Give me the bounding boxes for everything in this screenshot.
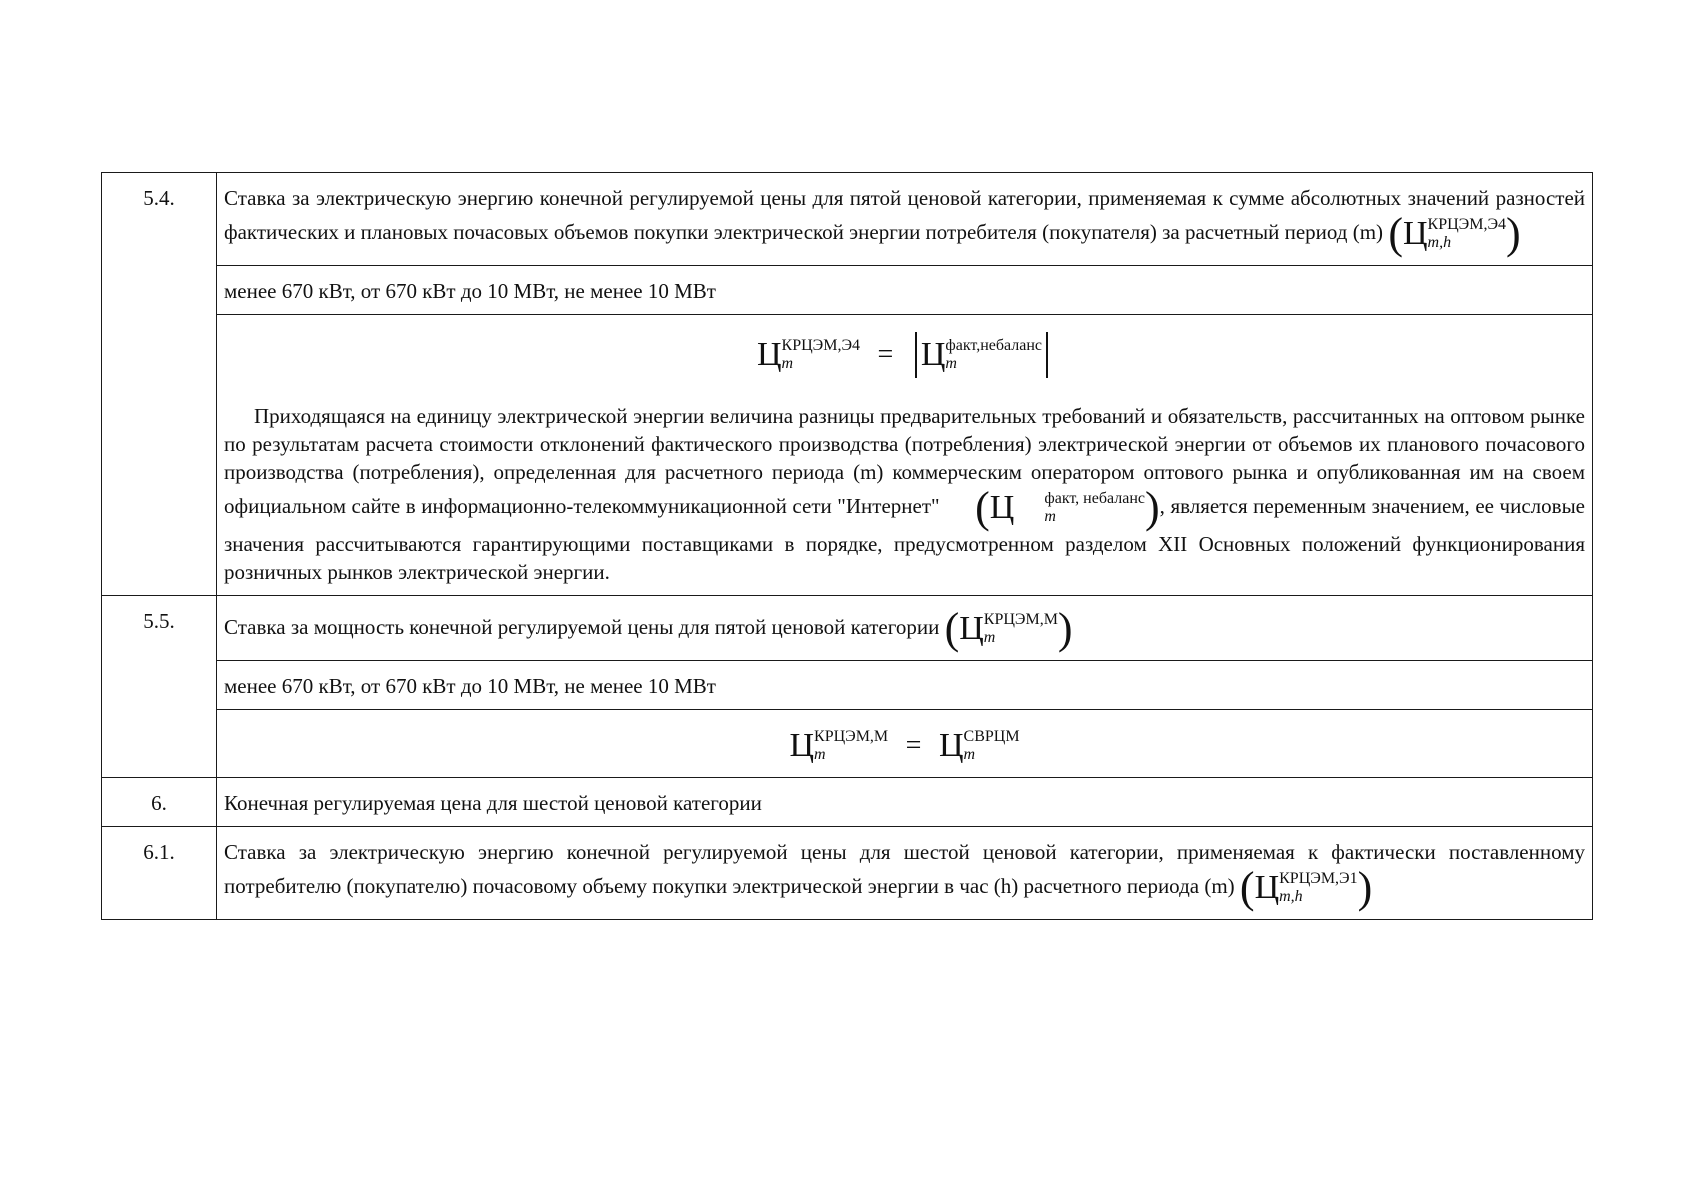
formula-lhs-base: Ц	[756, 336, 782, 373]
formula: Ц КРЦЭМ,М m = Ц СВРЦМ m	[789, 727, 1020, 765]
row-title	[217, 596, 1593, 661]
row-title	[217, 173, 1593, 266]
title-text: Ставка за электрическую энергию конечной регулируемой цены для шестой ценовой категории, применяемая к фактически поставленному потребителю (покупателю) почасовому объему покупки электрической энергии в час (h) расчетного периода (m)	[224, 840, 1585, 898]
table-row	[102, 778, 1593, 827]
title-text: Ставка за электрическую энергию конечной регулируемой цены для пятой ценовой категории, применяемая к сумме абсолютных значений разностей фактических и плановых почасовых объемов покупки электрической энергии потребителя (покупателя) за расчетный период (m)	[224, 186, 1585, 244]
table-row	[102, 661, 1593, 710]
table-row	[102, 710, 1593, 778]
row-number: 6.1.	[102, 827, 217, 920]
tariff-table	[101, 172, 1593, 920]
formula-rhs-sup: факт,небаланс	[945, 337, 1043, 354]
inline-symbol: (Ц факт, небаланс m )	[975, 483, 1160, 532]
row-number: 5.4.	[102, 173, 217, 596]
symbol-sup: КРЦЭМ,Э4	[1427, 216, 1507, 233]
formula-cell	[217, 315, 1593, 596]
equals-sign: =	[905, 730, 922, 762]
title-symbol: (Ц КРЦЭМ,М m )	[944, 604, 1073, 653]
row-title: Конечная регулируемая цена для шестой ценовой категории	[217, 778, 1593, 827]
title-symbol: (Ц КРЦЭМ,Э4 m,h )	[1388, 209, 1521, 258]
capacity-range: менее 670 кВт, от 670 кВт до 10 МВт, не менее 10 МВт	[217, 661, 1593, 710]
formula	[224, 332, 1585, 378]
table-row	[102, 266, 1593, 315]
row-number: 6.	[102, 778, 217, 827]
formula-cell	[217, 710, 1593, 778]
abs-bar-right	[1046, 332, 1048, 378]
symbol-sub: m,h	[1427, 234, 1452, 251]
title-symbol: (Ц КРЦЭМ,Э1 m,h )	[1239, 863, 1373, 913]
capacity-range: менее 670 кВт, от 670 кВт до 10 МВт, не менее 10 МВт	[217, 266, 1593, 315]
title-text: Ставка за мощность конечной регулируемой цены для пятой ценовой категории	[224, 614, 940, 639]
explanation-paragraph: Приходящаяся на единицу электрической энергии величина разницы предварительных требований и обязательств, рассчитанных на оптовом рынке по результатам расчета стоимости отклонений фактического производства (потребления) электрической энергии от объемов их планового почасового производства (потребления), определенная для расчетного периода (m) коммерческим оператором оптового рынка и опубликованная им на своем официальном сайте в информационно-телекоммуникационной сети "Интернет" (Ц факт, небаланс m ), является переменным значением, ее числовые значения рассчитываются гарантирующими поставщиками в порядке, предусмотренном разделом XII Основных положений функционирования розничных рынков электрической энергии.	[224, 404, 1586, 584]
formula-rhs-base: Ц	[920, 336, 946, 373]
table-row	[102, 596, 1593, 661]
table-row	[102, 173, 1593, 266]
equals-sign: =	[877, 339, 894, 370]
symbol-base: Ц	[1402, 215, 1428, 252]
formula-lhs-sup: КРЦЭМ,Э4	[781, 337, 861, 354]
row-number: 5.5.	[102, 596, 217, 778]
formula-rhs-sub: m	[945, 355, 957, 372]
table-row	[102, 827, 1593, 920]
formula-lhs-sub: m	[781, 355, 794, 372]
abs-bar-left	[915, 332, 917, 378]
row-title	[217, 827, 1593, 920]
table-row	[102, 315, 1593, 596]
